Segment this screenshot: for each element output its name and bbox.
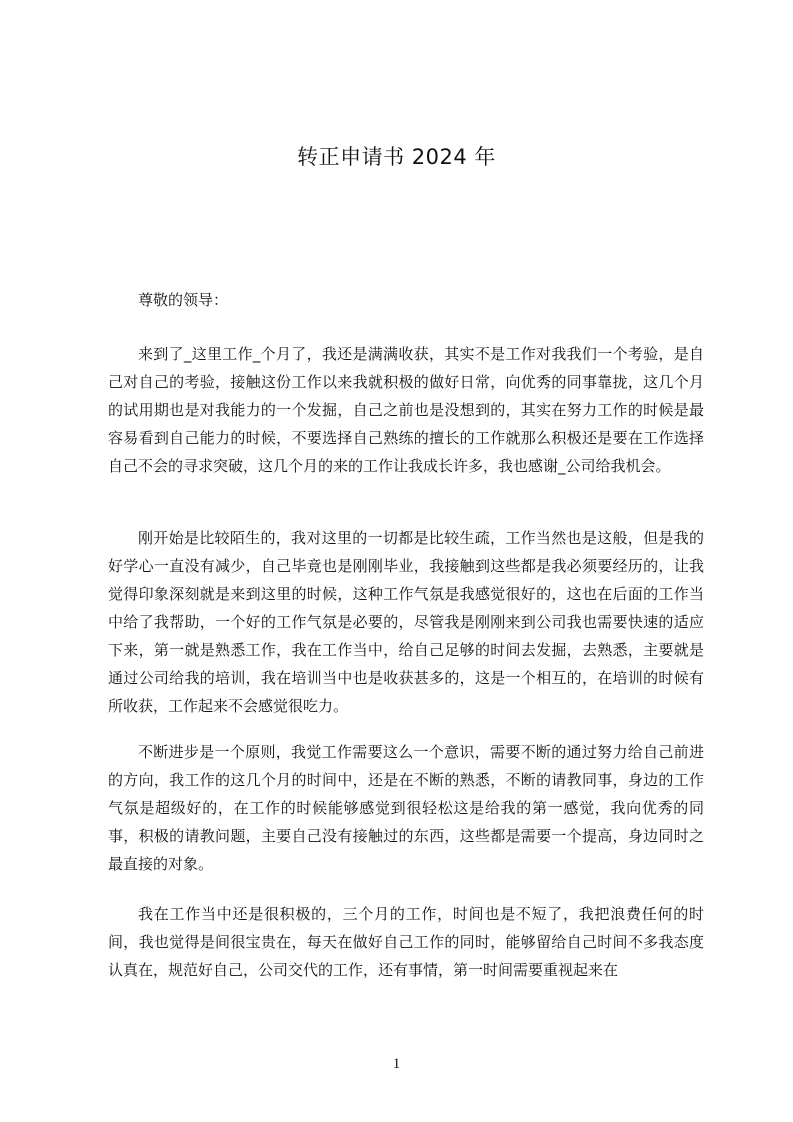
paragraph-3: 不断进步是一个原则，我觉工作需要这么一个意识，需要不断的通过努力给自己前进的方向，我工作的这几个月的时间中，还是在不断的熟悉，不断的请教同事，身边的工作气氛是超级好的，在工作的时候能够感觉到很轻松这是给我的第一感觉，我向优秀的同事，积极的请教问题，主要自己没有接触过的东西，这些都是需要一个提高，身边同时之最直接的对象。 bbox=[108, 743, 704, 873]
paragraph-4: 我在工作当中还是很积极的，三个月的工作，时间也是不短了，我把浪费任何的时间，我也觉得是间很宝贵在，每天在做好自己工作的同时，能够留给自己时间不多我态度认真在，规范好自己，公司交代的工作，还有事情，第一时间需要重视起来在 bbox=[108, 905, 704, 979]
salutation: 尊敬的领导： bbox=[138, 291, 229, 309]
document-title: 转正申请书 2024 年 bbox=[297, 145, 496, 169]
paragraph-1: 来到了_这里工作_个月了，我还是满满收获，其实不是工作对我我们一个考验，是自己对自己的考验，接触这份工作以来我就积极的做好日常，向优秀的同事靠拢，这几个月的试用期也是对我能力的一个发掘，自己之前也是没想到的，其实在努力工作的时候是最容易看到自己能力的时候，不要选择自己熟练的擅长的工作就那么积极还是要在工作选择自己不会的寻求突破，这几个月的来的工作让我成长许多，我也感谢_公司给我机会。 bbox=[108, 345, 704, 475]
page-number: 1 bbox=[392, 1056, 401, 1072]
paragraph-2: 刚开始是比较陌生的，我对这里的一切都是比较生疏，工作当然也是这般，但是我的好学心一直没有减少，自己毕竟也是刚刚毕业，我接触到这些都是我必须要经历的，让我觉得印象深刻就是来到这里的时候，这种工作气氛是我感觉很好的，这也在后面的工作当中给了我帮助，一个好的工作气氛是必要的，尽管我是刚刚来到公司我也需要快速的适应下来，第一就是熟悉工作，我在工作当中，给自己足够的时间去发掘，去熟悉，主要就是通过公司给我的培训，我在培训当中也是收获甚多的，这是一个相互的，在培训的时候有所收获，工作起来不会感觉很吃力。 bbox=[108, 529, 704, 715]
